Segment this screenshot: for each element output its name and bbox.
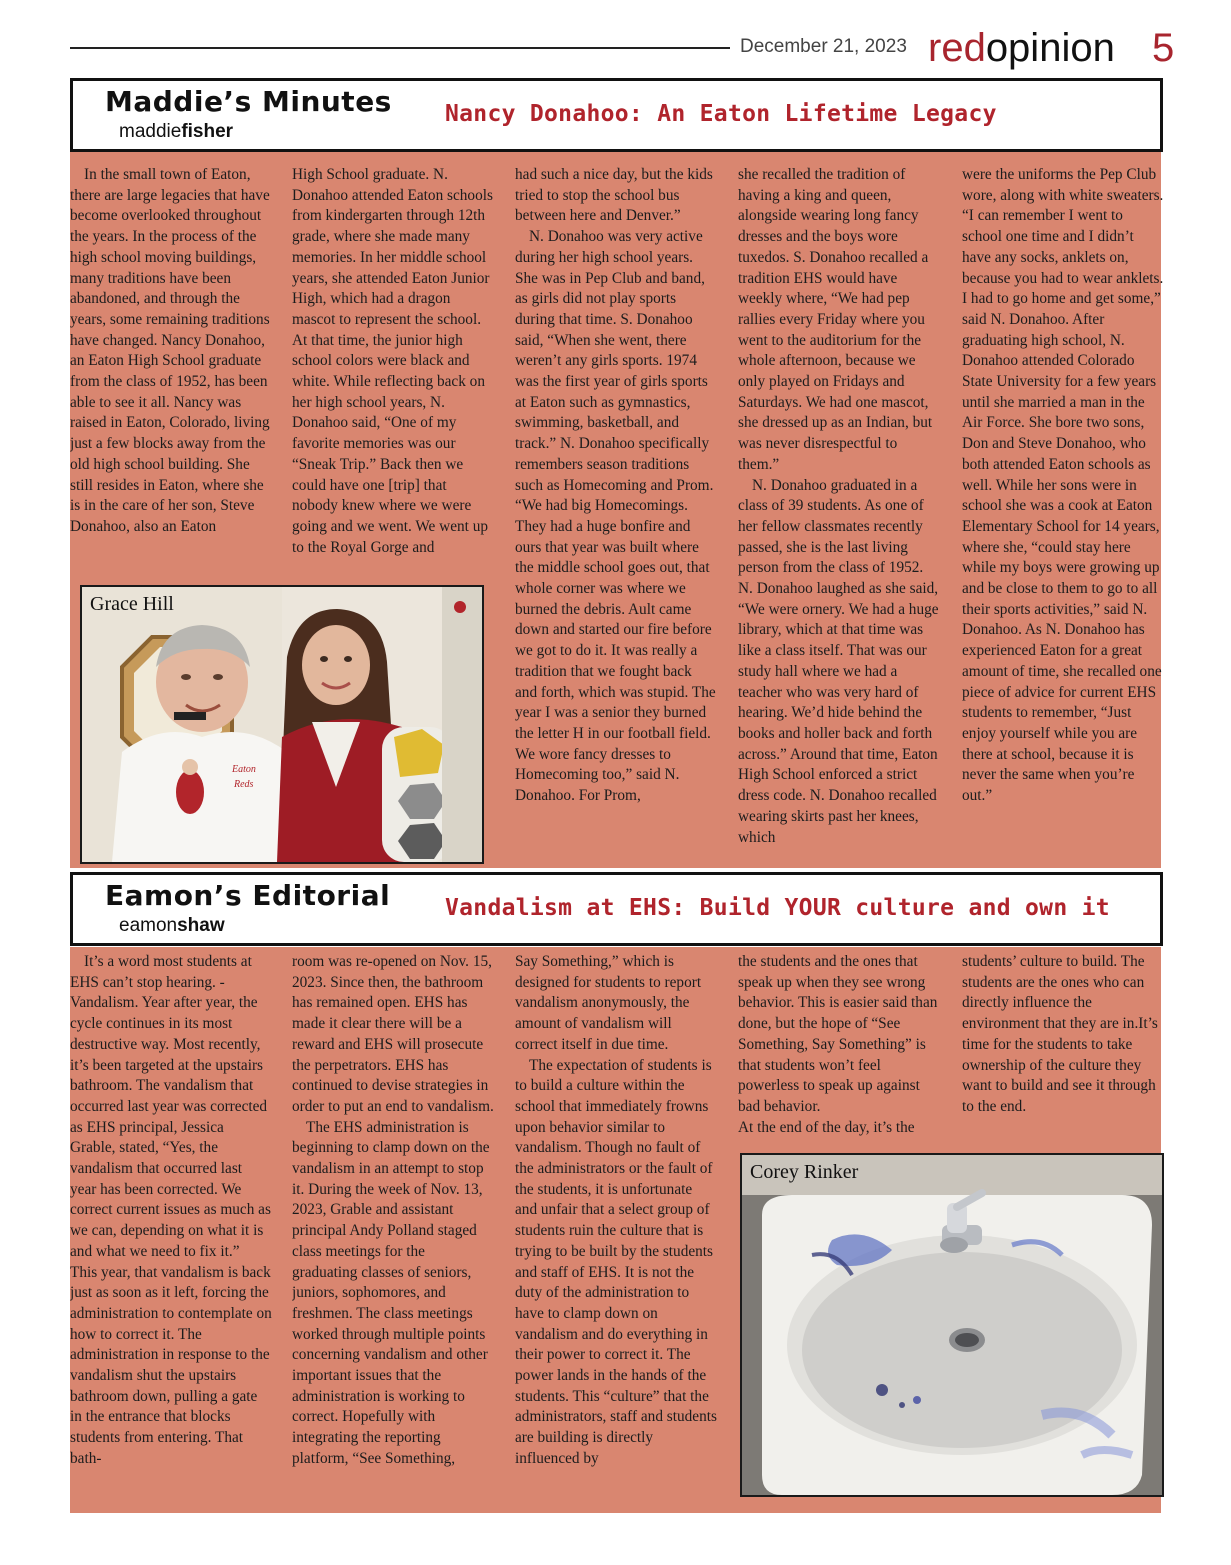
paragraph: In the small town of Eaton, there are large legacies that have become overlooked throughout the years. In the process of the high school moving buildings, many traditions have been abandoned, and through the years, some remaining traditions have changed. Nancy Donahoo, an Eaton High School graduate from the class of 1952, has been able to see it all. Nancy was raised in Eaton, Colorado, living just a few blocks away from the old high school building. She still resides in Eaton, where she is in the care of her son, Steve Donahoo, also an Eaton (70, 166, 270, 535)
article1-column-2 (292, 165, 494, 583)
article2-column-5 (962, 952, 1164, 1147)
article2-byline-first: eamon (119, 915, 178, 936)
article1-banner (70, 78, 1163, 152)
article2-column-2 (292, 952, 494, 1492)
paragraph: This year, that vandalism is back just as soon as it left, forcing the administration to contemplate on how to correct it. The administration in response to the vandalism shut the upstairs bathroom down, pulling a gate in the entrance that blocks students from entering. That bath- (70, 1263, 272, 1467)
article1-column-3 (515, 165, 717, 870)
article2-banner (70, 872, 1163, 946)
article1-column-4 (738, 165, 940, 870)
paragraph: students’ culture to build. The students are the ones who can directly influence the environment that they are in.It’s time for the students to take ownership of the culture they want to build and see it through to the end. (962, 953, 1158, 1115)
article2-kicker: Eamon’s Editorial (105, 879, 391, 912)
paragraph: It’s a word most students at EHS can’t stop hearing. -Vandalism. Year after year, the cycle continues in its most destructive way. Most recently, it’s been targeted at the upstairs bathroom. The vandalism that occurred last year was corrected as EHS principal, Jessica Grable, stated, “Yes, the vandalism that occurred last year has been corrected. We correct current issues as much as we can, depending on what it is and what we need to fix it.” (70, 953, 271, 1260)
article2-headline: Vandalism at EHS: Build YOUR culture and own it (445, 895, 1110, 921)
article2-column-4 (738, 952, 940, 1147)
article2-column-1 (70, 952, 272, 1492)
header-rule (70, 47, 730, 49)
section-title (928, 24, 1115, 72)
article1-column-5 (962, 165, 1164, 870)
photo-donahoo-and-student (82, 587, 482, 862)
article1-byline (119, 121, 233, 143)
paragraph: room was re-opened on Nov. 15, 2023. Since then, the bathroom has remained open. EHS has made it clear there will be a reward and EHS will prosecute the perpetrators. EHS has continued to devise strategies in order to put an end to vandalism. (292, 953, 494, 1115)
paragraph: At the end of the day, it’s the (738, 1118, 915, 1136)
paragraph: were the uniforms the Pep Club wore, along with white sweaters. “I can remember I went to school one time and I didn’t have any socks, anklets on, because you had to wear anklets. I had to go home and get some,” said N. Donahoo. After graduating high school, N. Donahoo attended Colorado State University for a few years until she married a man in the Air Force. She bore two sons, Don and Steve Donahoo, who both attended Eaton schools as well. While her sons were in school she was a cook at Eaton Elementary School for 14 years, where she, “could stay here while my boys were growing up and be close to them to go to all their sports activities,” said N. Donahoo. As N. Donahoo has experienced Eaton for a great amount of time, she recalled one piece of advice for current EHS students to remember, “Just enjoy yourself while you are there at school, because it is never the same when you’re out.” (962, 166, 1164, 805)
issue-date: December 21, 2023 (740, 36, 907, 57)
article2-byline (119, 915, 225, 937)
paragraph: Say Something,” which is designed for students to report vandalism anonymously, the amount of vandalism will correct itself in due time. (515, 953, 702, 1053)
article2-photo (740, 1153, 1164, 1497)
article1-headline: Nancy Donahoo: An Eaton Lifetime Legacy (445, 101, 997, 127)
paragraph: The expectation of students is to build a culture within the school that immediately frowns upon behavior similar to vandalism. Though no fault of the administrators or the fault of the students, it is unfortunate and unfair that a select group of students ruin the culture that is trying to be built by the students and staff of EHS. It is not the duty of the administration to have to clamp down on vandalism and do everything in their power to correct it. The power lands in the hands of the students. This “culture” that the administrators, staff and students are building is directly influenced by (515, 1056, 717, 1467)
article1-byline-last: fisher (181, 121, 234, 142)
article2-byline-last: shaw (177, 915, 225, 936)
article1-photo (80, 585, 484, 864)
paragraph: she recalled the tradition of having a king and queen, alongside wearing long fancy dresses and the boys wore tuxedos. S. Donahoo recalled a tradition EHS would have weekly where, “We had pep rallies every Friday where you went to the auditorium for the whole afternoon, because we only played on Fridays and Saturdays. We had one mascot, she dressed up as an Indian, but was never disrespectful to them.” (738, 166, 933, 473)
article2-photo-credit: Corey Rinker (750, 1161, 859, 1183)
paragraph: N. Donahoo graduated in a class of 39 students. As one of her fellow classmates recently passed, she is the last living person from the class of 1952. N. Donahoo laughed as she said, “We were ornery. We had a huge library, which at that time was like a class itself. That was our study hall where we had a teacher who was very hard of hearing. We’d hide behind the books and holler back and forth across.” Around that time, Eaton High School enforced a strict dress code. N. Donahoo recalled wearing skirts past her knees, which (738, 476, 939, 846)
paragraph: had such a nice day, but the kids tried to stop the school bus between here and Denver.” (515, 166, 713, 225)
paragraph: The EHS administration is beginning to clamp down on the vandalism in an attempt to stop it. During the week of Nov. 13, 2023, Grable and assistant principal Andy Polland staged class meetings for the graduating classes of seniors, juniors, sophomores, and freshmen. The class meetings worked through multiple points concerning vandalism and other important issues that the administration is working to correct. Hopefully with integrating the reporting platform, “See Something, (292, 1118, 490, 1467)
section-title-red: red (928, 26, 986, 70)
article2-column-3 (515, 952, 717, 1492)
article1-kicker: Maddie’s Minutes (105, 85, 392, 118)
page-number: 5 (1152, 26, 1175, 70)
article1-byline-first: maddie (119, 121, 182, 142)
paragraph: N. Donahoo was very active during her high school years. She was in Pep Club and band, as girls did not play sports during that time. S. Donahoo said, “When she went, there weren’t any girls sports. 1974 was the first year of girls sports at Eaton such as gymnastics, swimming, basketball, and track.” N. Donahoo specifically remembers season traditions such as Homecoming and Prom. “We had big Homecomings. They had a huge bonfire and ours that year was built where the middle school goes out, that whole corner was where we burned the debris. Ault came down and started our fire before we got to do it. It was really a tradition that we fought back and forth, which was stupid. The year I was a senior they burned the letter H in our football field. We wore fancy dresses to Homecoming too,” said N. Donahoo. For Prom, (515, 228, 716, 805)
article1-column-1 (70, 165, 272, 583)
svg-text:Eaton: Eaton (232, 764, 256, 775)
article1-photo-credit: Grace Hill (90, 593, 174, 615)
svg-text:Reds: Reds (234, 779, 254, 790)
paragraph: High School graduate. N. Donahoo attended Eaton schools from kindergarten through 12th grade, where she made many memories. In her middle school years, she attended Eaton Junior High, which had a dragon mascot to represent the school. At that time, the junior high school colors were black and white. While reflecting back on her high school years, N. Donahoo said, “One of my favorite memories was our “Sneak Trip.” Back then we could have one [trip] that nobody knew where we were going and we went. We went up to the Royal Gorge and (292, 166, 493, 556)
paragraph: the students and the ones that speak up when they see wrong behavior. This is easier said than done, but the hope of “See Something, Say Something” is that students won’t feel powerless to speak up against bad behavior. (738, 953, 938, 1115)
photo-vandalized-sink (742, 1155, 1162, 1495)
section-title-rest: opinion (985, 26, 1115, 70)
